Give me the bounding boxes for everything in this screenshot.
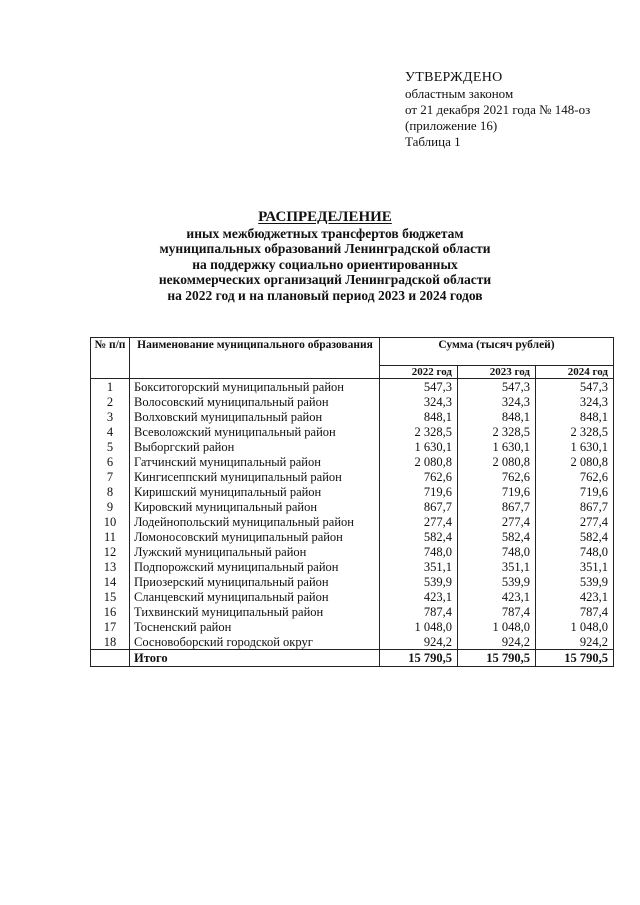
- row-value-2023: 719,6: [458, 484, 536, 499]
- row-value-2023: 1 048,0: [458, 619, 536, 634]
- column-header-sum: Сумма (тысяч рублей): [380, 338, 614, 366]
- table-row: [91, 469, 614, 484]
- total-number: [91, 650, 130, 667]
- table-row: [91, 484, 614, 499]
- total-label: Итого: [130, 650, 380, 667]
- row-number: 2: [91, 394, 130, 409]
- row-municipality: Бокситогорский муниципальный район: [130, 379, 380, 395]
- row-value-2022: 547,3: [380, 379, 458, 395]
- title-line: иных межбюджетных трансфертов бюджетам: [186, 225, 464, 241]
- row-municipality: Волховский муниципальный район: [130, 409, 380, 424]
- row-municipality: Подпорожский муниципальный район: [130, 559, 380, 574]
- approval-line: Таблица 1: [405, 134, 461, 149]
- total-value-2022: 15 790,5: [380, 650, 458, 667]
- table-row: [91, 514, 614, 529]
- approval-block: [405, 70, 590, 150]
- row-value-2022: 324,3: [380, 394, 458, 409]
- row-value-2024: 924,2: [536, 634, 614, 650]
- row-value-2023: 848,1: [458, 409, 536, 424]
- row-value-2024: 1 630,1: [536, 439, 614, 454]
- row-value-2024: 2 328,5: [536, 424, 614, 439]
- total-row: [91, 650, 614, 667]
- row-municipality: Тихвинский муниципальный район: [130, 604, 380, 619]
- row-number: 12: [91, 544, 130, 559]
- row-value-2022: 867,7: [380, 499, 458, 514]
- row-value-2022: 762,6: [380, 469, 458, 484]
- column-header-name: Наименование муниципального образования: [130, 338, 380, 379]
- approval-line: (приложение 16): [405, 118, 498, 133]
- row-value-2024: 719,6: [536, 484, 614, 499]
- row-value-2024: 748,0: [536, 544, 614, 559]
- row-value-2024: 848,1: [536, 409, 614, 424]
- row-value-2022: 719,6: [380, 484, 458, 499]
- table-row: [91, 604, 614, 619]
- row-value-2023: 547,3: [458, 379, 536, 395]
- row-value-2023: 277,4: [458, 514, 536, 529]
- row-number: 4: [91, 424, 130, 439]
- row-value-2024: 277,4: [536, 514, 614, 529]
- row-value-2023: 2 080,8: [458, 454, 536, 469]
- row-value-2024: 582,4: [536, 529, 614, 544]
- distribution-table: [90, 337, 614, 667]
- row-number: 11: [91, 529, 130, 544]
- table-row: [91, 394, 614, 409]
- row-value-2024: 423,1: [536, 589, 614, 604]
- row-municipality: Сосновоборский городской округ: [130, 634, 380, 650]
- row-value-2023: 2 328,5: [458, 424, 536, 439]
- total-value-2024: 15 790,5: [536, 650, 614, 667]
- table-row: [91, 589, 614, 604]
- row-number: 1: [91, 379, 130, 395]
- row-value-2024: 2 080,8: [536, 454, 614, 469]
- table-row: [91, 454, 614, 469]
- table-row: [91, 379, 614, 395]
- row-value-2022: 2 328,5: [380, 424, 458, 439]
- title-main: РАСПРЕДЕЛЕНИЕ: [258, 209, 392, 225]
- approval-line: областным законом: [405, 86, 514, 101]
- row-number: 3: [91, 409, 130, 424]
- row-value-2022: 924,2: [380, 634, 458, 650]
- row-value-2023: 539,9: [458, 574, 536, 589]
- row-value-2023: 423,1: [458, 589, 536, 604]
- table-row: [91, 409, 614, 424]
- row-value-2024: 539,9: [536, 574, 614, 589]
- row-value-2024: 1 048,0: [536, 619, 614, 634]
- row-value-2022: 539,9: [380, 574, 458, 589]
- row-value-2024: 867,7: [536, 499, 614, 514]
- title-line: муниципальных образований Ленинградской области: [159, 241, 491, 256]
- title-line: на поддержку социально ориентированных: [192, 256, 458, 272]
- row-number: 13: [91, 559, 130, 574]
- row-value-2024: 547,3: [536, 379, 614, 395]
- row-municipality: Всеволожский муниципальный район: [130, 424, 380, 439]
- column-header-year: 2024 год: [536, 366, 614, 379]
- table-row: [91, 424, 614, 439]
- row-number: 6: [91, 454, 130, 469]
- row-municipality: Киришский муниципальный район: [130, 484, 380, 499]
- total-value-2023: 15 790,5: [458, 650, 536, 667]
- row-municipality: Гатчинский муниципальный район: [130, 454, 380, 469]
- row-municipality: Выборгский район: [130, 439, 380, 454]
- row-value-2023: 787,4: [458, 604, 536, 619]
- row-value-2022: 423,1: [380, 589, 458, 604]
- table-row: [91, 439, 614, 454]
- row-municipality: Сланцевский муниципальный район: [130, 589, 380, 604]
- table-row: [91, 544, 614, 559]
- row-value-2022: 351,1: [380, 559, 458, 574]
- row-municipality: Кировский муниципальный район: [130, 499, 380, 514]
- row-number: 17: [91, 619, 130, 634]
- row-value-2024: 762,6: [536, 469, 614, 484]
- table-row: [91, 529, 614, 544]
- row-value-2023: 1 630,1: [458, 439, 536, 454]
- row-number: 16: [91, 604, 130, 619]
- table-row: [91, 634, 614, 650]
- row-number: 9: [91, 499, 130, 514]
- row-number: 8: [91, 484, 130, 499]
- title-line: на 2022 год и на плановый период 2023 и 2024 годов: [167, 287, 483, 303]
- row-value-2023: 351,1: [458, 559, 536, 574]
- row-value-2023: 762,6: [458, 469, 536, 484]
- row-value-2022: 1 630,1: [380, 439, 458, 454]
- row-value-2023: 324,3: [458, 394, 536, 409]
- row-number: 15: [91, 589, 130, 604]
- table-row: [91, 619, 614, 634]
- row-value-2022: 277,4: [380, 514, 458, 529]
- row-municipality: Тосненский район: [130, 619, 380, 634]
- column-header-year: 2023 год: [458, 366, 536, 379]
- row-value-2022: 1 048,0: [380, 619, 458, 634]
- row-municipality: Приозерский муниципальный район: [130, 574, 380, 589]
- row-municipality: Кингисеппский муниципальный район: [130, 469, 380, 484]
- row-number: 18: [91, 634, 130, 650]
- column-header-number: № п/п: [91, 338, 130, 379]
- row-number: 7: [91, 469, 130, 484]
- row-value-2023: 582,4: [458, 529, 536, 544]
- row-value-2022: 748,0: [380, 544, 458, 559]
- row-value-2024: 787,4: [536, 604, 614, 619]
- table-row: [91, 499, 614, 514]
- approval-line: от 21 декабря 2021 года № 148-оз: [405, 102, 591, 117]
- row-value-2022: 582,4: [380, 529, 458, 544]
- row-number: 5: [91, 439, 130, 454]
- row-value-2023: 867,7: [458, 499, 536, 514]
- row-value-2024: 351,1: [536, 559, 614, 574]
- row-value-2023: 924,2: [458, 634, 536, 650]
- row-value-2022: 787,4: [380, 604, 458, 619]
- row-value-2022: 848,1: [380, 409, 458, 424]
- row-number: 10: [91, 514, 130, 529]
- row-municipality: Лужский муниципальный район: [130, 544, 380, 559]
- row-value-2023: 748,0: [458, 544, 536, 559]
- table-row: [91, 574, 614, 589]
- row-number: 14: [91, 574, 130, 589]
- row-municipality: Лодейнопольский муниципальный район: [130, 514, 380, 529]
- row-municipality: Ломоносовский муниципальный район: [130, 529, 380, 544]
- approval-heading: УТВЕРЖДЕНО: [405, 70, 503, 85]
- table-row: [91, 559, 614, 574]
- row-municipality: Волосовский муниципальный район: [130, 394, 380, 409]
- title-line: некоммерческих организаций Ленинградской области: [158, 272, 492, 287]
- column-header-year: 2022 год: [380, 366, 458, 379]
- document-title: [60, 210, 590, 303]
- row-value-2022: 2 080,8: [380, 454, 458, 469]
- row-value-2024: 324,3: [536, 394, 614, 409]
